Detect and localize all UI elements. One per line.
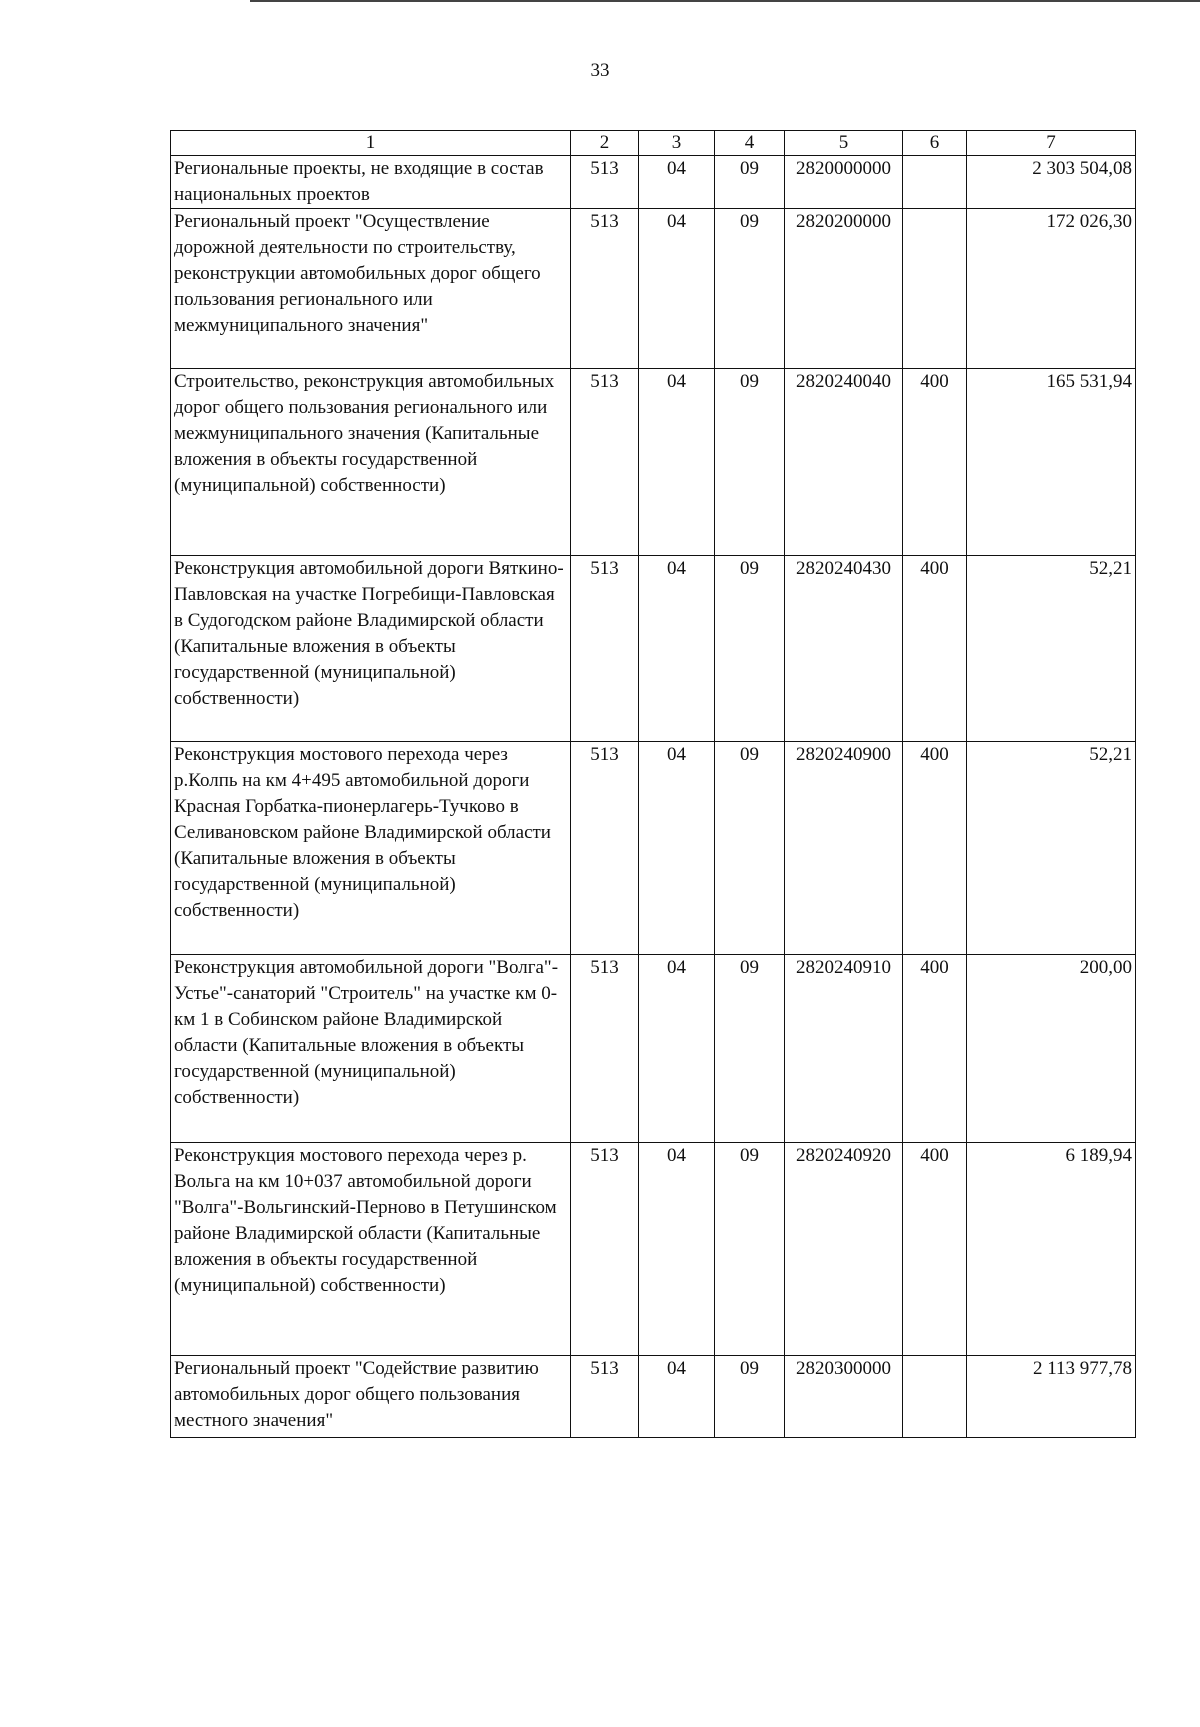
row-amount: 52,21 (967, 742, 1136, 955)
row-code-4: 09 (715, 955, 785, 1143)
table-row (171, 742, 1136, 955)
row-code-6: 400 (903, 742, 967, 955)
row-code-2: 513 (571, 369, 639, 556)
table-row (171, 156, 1136, 209)
row-name: Реконструкция автомобильной дороги Вяткино-Павловская на участке Погребищи-Павловская в Судогодском районе Владимирской области (Капитальные вложения в объекты государственной (муниципальной) собственности) (171, 556, 571, 742)
top-border-line (250, 0, 1200, 2)
row-name: Региональный проект "Содействие развитию автомобильных дорог общего пользования местного значения" (171, 1356, 571, 1438)
row-amount: 2 303 504,08 (967, 156, 1136, 209)
row-code-5: 2820240910 (785, 955, 903, 1143)
table-row (171, 556, 1136, 742)
header-col-7: 7 (967, 131, 1136, 156)
row-code-4: 09 (715, 156, 785, 209)
row-code-4: 09 (715, 1356, 785, 1438)
row-code-4: 09 (715, 1143, 785, 1356)
row-code-4: 09 (715, 556, 785, 742)
row-amount: 2 113 977,78 (967, 1356, 1136, 1438)
row-code-5: 2820240430 (785, 556, 903, 742)
page-number: 33 (590, 60, 610, 81)
row-code-5: 2820200000 (785, 209, 903, 369)
row-name: Региональные проекты, не входящие в состав национальных проектов (171, 156, 571, 209)
row-code-6: 400 (903, 556, 967, 742)
row-code-2: 513 (571, 209, 639, 369)
table-row (171, 1356, 1136, 1438)
header-col-2: 2 (571, 131, 639, 156)
row-code-3: 04 (639, 369, 715, 556)
row-code-5: 2820300000 (785, 1356, 903, 1438)
row-code-2: 513 (571, 156, 639, 209)
row-code-5: 2820240900 (785, 742, 903, 955)
row-code-6 (903, 156, 967, 209)
row-code-4: 09 (715, 209, 785, 369)
row-code-2: 513 (571, 1356, 639, 1438)
row-name: Реконструкция мостового перехода через р. Вольга на км 10+037 автомобильной дороги "Волга"-Вольгинский-Перново в Петушинском районе Владимирской области (Капитальные вложения в объекты государственной (муниципальной) собственности) (171, 1143, 571, 1356)
row-code-5: 2820000000 (785, 156, 903, 209)
row-code-3: 04 (639, 742, 715, 955)
row-code-4: 09 (715, 742, 785, 955)
header-row (171, 131, 1136, 156)
budget-table (170, 130, 1136, 1438)
row-code-3: 04 (639, 209, 715, 369)
table-row (171, 955, 1136, 1143)
table-row (171, 209, 1136, 369)
row-code-2: 513 (571, 742, 639, 955)
row-code-6: 400 (903, 369, 967, 556)
header-col-3: 3 (639, 131, 715, 156)
header-col-6: 6 (903, 131, 967, 156)
row-code-5: 2820240920 (785, 1143, 903, 1356)
row-code-3: 04 (639, 1356, 715, 1438)
header-col-4: 4 (715, 131, 785, 156)
row-code-3: 04 (639, 1143, 715, 1356)
row-name: Строительство, реконструкция автомобильных дорог общего пользования регионального или межмуниципального значения (Капитальные вложения в объекты государственной (муниципальной) собственности) (171, 369, 571, 556)
row-code-3: 04 (639, 156, 715, 209)
row-code-3: 04 (639, 556, 715, 742)
row-code-2: 513 (571, 556, 639, 742)
row-amount: 172 026,30 (967, 209, 1136, 369)
row-amount: 165 531,94 (967, 369, 1136, 556)
table-row (171, 1143, 1136, 1356)
row-name: Реконструкция автомобильной дороги "Волга"-Устье"-санаторий "Строитель" на участке км 0-км 1 в Собинском районе Владимирской области (Капитальные вложения в объекты государственной (муниципальной) собственности) (171, 955, 571, 1143)
row-code-6 (903, 1356, 967, 1438)
row-amount: 6 189,94 (967, 1143, 1136, 1356)
row-amount: 52,21 (967, 556, 1136, 742)
header-col-1: 1 (171, 131, 571, 156)
row-name: Региональный проект "Осуществление дорожной деятельности по строительству, реконструкции автомобильных дорог общего пользования регионального или межмуниципального значения" (171, 209, 571, 369)
row-code-6 (903, 209, 967, 369)
table-row (171, 369, 1136, 556)
row-code-6: 400 (903, 955, 967, 1143)
row-code-5: 2820240040 (785, 369, 903, 556)
row-amount: 200,00 (967, 955, 1136, 1143)
row-code-2: 513 (571, 955, 639, 1143)
row-code-3: 04 (639, 955, 715, 1143)
header-col-5: 5 (785, 131, 903, 156)
row-code-4: 09 (715, 369, 785, 556)
row-name: Реконструкция мостового перехода через р.Колпь на км 4+495 автомобильной дороги Красная Горбатка-пионерлагерь-Тучково в Селивановском районе Владимирской области (Капитальные вложения в объекты государственной (муниципальной) собственности) (171, 742, 571, 955)
row-code-2: 513 (571, 1143, 639, 1356)
row-code-6: 400 (903, 1143, 967, 1356)
